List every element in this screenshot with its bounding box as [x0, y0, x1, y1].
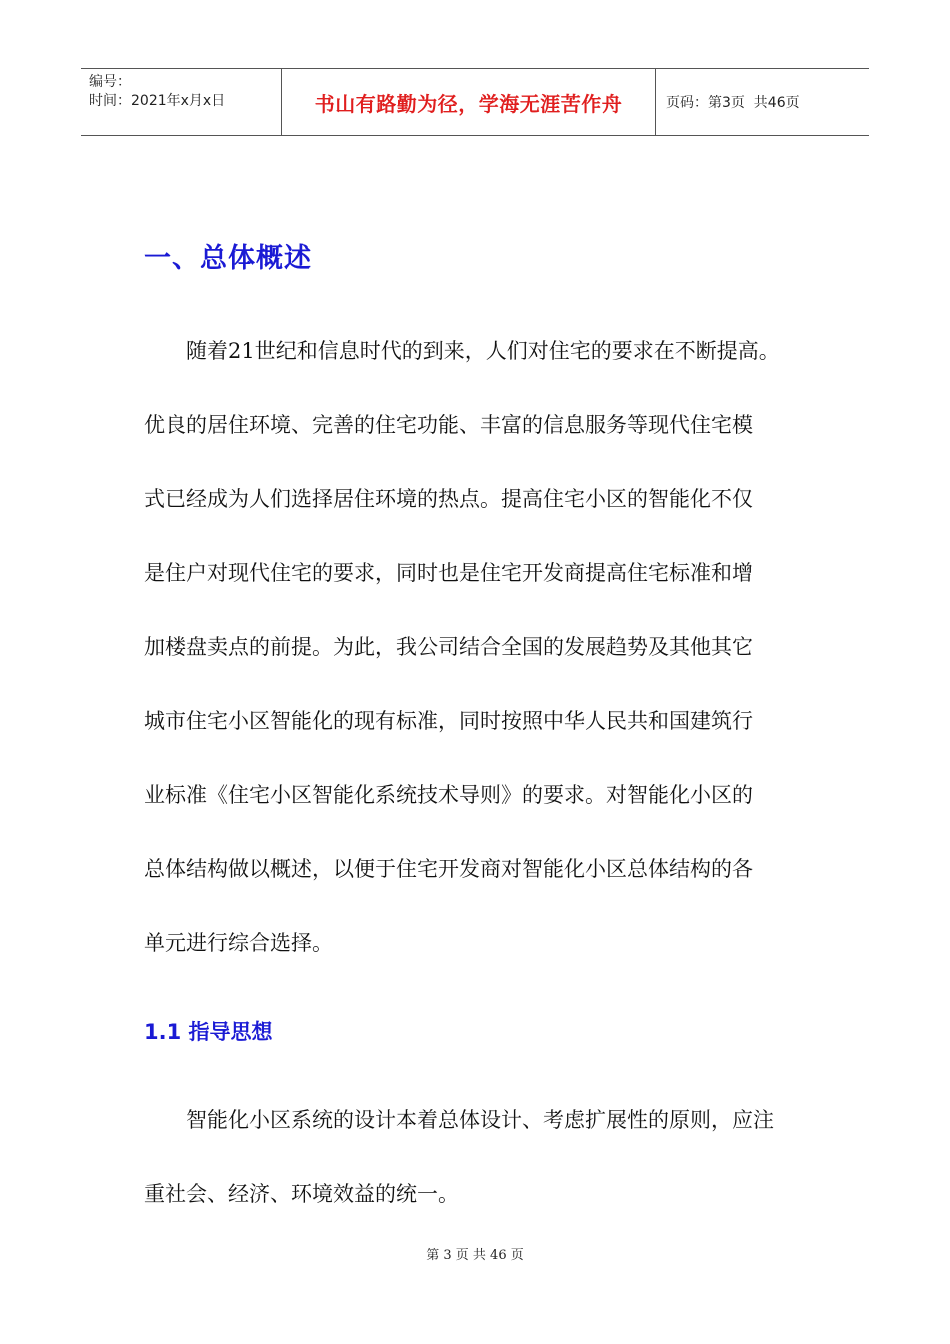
document-date-label: 时间：2021年x月x日: [89, 93, 226, 109]
header-meta-cell: [81, 69, 282, 135]
paragraph-line: 单元进行综合选择。: [144, 931, 333, 955]
paragraph-line: 业标准《住宅小区智能化系统技术导则》的要求。对智能化小区的: [144, 783, 753, 807]
header-page-cell: [656, 69, 869, 135]
document-number-label: 编号：: [89, 74, 131, 90]
subsection-title: 1.1 指导思想: [144, 1020, 273, 1044]
section-title: 一、总体概述: [144, 243, 312, 274]
paragraph-line: 式已经成为人们选择居住环境的热点。提高住宅小区的智能化不仅: [144, 487, 753, 511]
header-motto: 书山有路勤为径，学海无涯苦作舟: [314, 91, 623, 116]
page-footer: 第 3 页 共 46 页: [426, 1248, 524, 1263]
header-page-number: 页码：第3页 共46页: [666, 95, 800, 111]
paragraph-line: 随着21世纪和信息时代的到来，人们对住宅的要求在不断提高。: [186, 339, 780, 363]
header-motto-cell: [282, 69, 656, 135]
paragraph-line: 加楼盘卖点的前提。为此，我公司结合全国的发展趋势及其他其它: [144, 635, 753, 659]
paragraph-line: 重社会、经济、环境效益的统一。: [144, 1182, 459, 1206]
subsection-paragraph: [144, 1105, 834, 1253]
page-header-table: [81, 68, 869, 136]
paragraph-line: 智能化小区系统的设计本着总体设计、考虑扩展性的原则，应注: [186, 1108, 774, 1132]
paragraph-line: 城市住宅小区智能化的现有标准，同时按照中华人民共和国建筑行: [144, 709, 753, 733]
section-paragraph: [144, 336, 834, 1002]
paragraph-line: 是住户对现代住宅的要求，同时也是住宅开发商提高住宅标准和增: [144, 561, 753, 585]
paragraph-line: 总体结构做以概述，以便于住宅开发商对智能化小区总体结构的各: [144, 857, 753, 881]
paragraph-line: 优良的居住环境、完善的住宅功能、丰富的信息服务等现代住宅模: [144, 413, 753, 437]
